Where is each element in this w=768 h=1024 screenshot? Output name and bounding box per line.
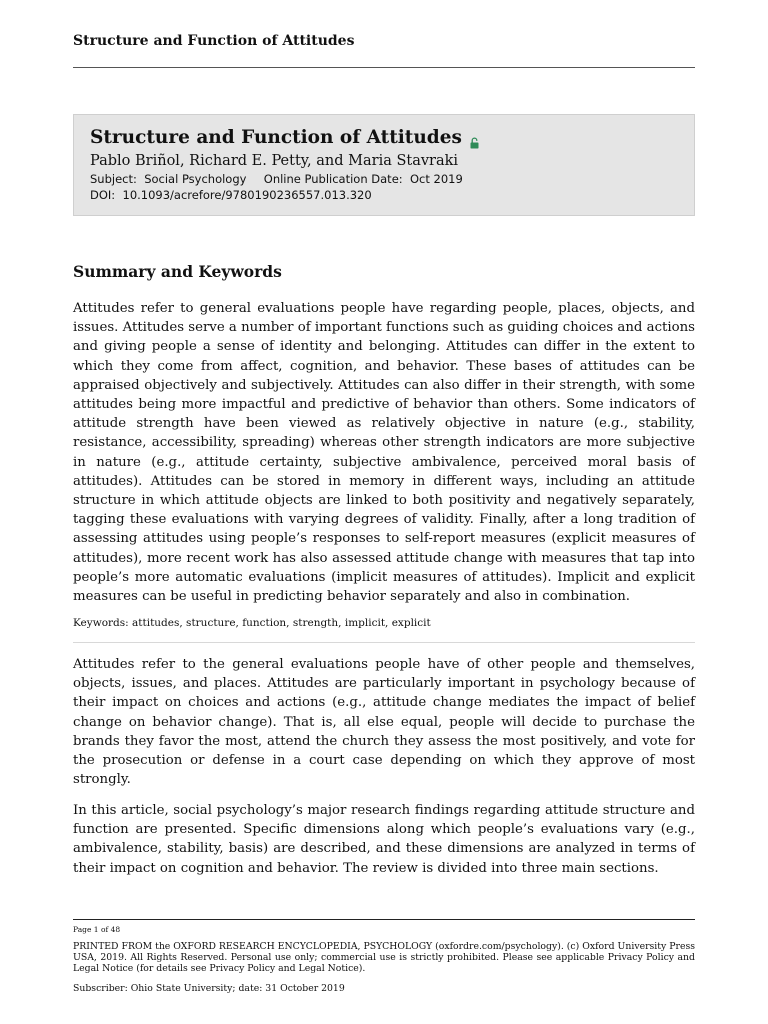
pub-date-label: Online Publication Date: [263,172,403,186]
summary-heading: Summary and Keywords [73,262,282,281]
subject-label: Subject: [90,172,137,186]
keywords-line: Keywords: attitudes, structure, function, strength, implicit, explicit [73,617,431,629]
article-doi-line [90,187,678,203]
article-title: Structure and Function of Attitudes [90,127,462,148]
running-header-title: Structure and Function of Attitudes [73,33,355,49]
header-divider [73,67,695,68]
abstract-paragraph: Attitudes refer to general evaluations people have regarding people, places, objects, and issues. Attitudes serve a number of important functions such as guiding choices and actions and giving people a sense of identity and belonging. Attitudes can differ in the extent to which they come from affect, cognition, and behavior. These bases of attitudes can be appraised objectively and subjectively. Attitudes can also differ in their strength, with some attitudes being more impactful and predictive of behavior than others. Some indicators of attitude strength have been viewed as relatively objective in nature (e.g., stability, resistance, accessibility, spreading) whereas other strength indicators are more subjective in nature (e.g., attitude certainty, subjective ambivalence, perceived moral basis of attitudes). Attitudes can be stored in memory in different ways, including an attitude structure in which attitude objects are linked to both positivity and negatively separately, tagging these evaluations with varying degrees of validity. Finally, after a long tradition of assessing attitudes using people’s responses to self-report measures (explicit measures of attitudes), more recent work has also assessed attitude change with measures that tap into people’s more automatic evaluations (implicit measures of attitudes). Implicit and explicit measures can be useful in predicting behavior separately and also in combination. [73,301,695,605]
article-authors: Pablo Briñol, Richard E. Petty, and Maria Stavraki [90,153,459,169]
subscriber-line: Subscriber: Ohio State University; date: 31 October 2019 [73,983,345,994]
article-info-box [73,114,695,216]
footer-divider [73,919,695,920]
copyright-notice: PRINTED FROM the OXFORD RESEARCH ENCYCLOPEDIA, PSYCHOLOGY (oxfordre.com/psychology). (c) Oxford University Press USA, 2019. All Rights Reserved. Personal use only; commercial use is strictly prohibited. Please see applicable Privacy Policy and Legal Notice (for details see Privacy Policy and Legal Notice). [73,941,695,974]
doi-label: DOI: [90,188,116,202]
article-subject-line [90,171,678,187]
open-lock-icon [470,134,479,146]
doi-value: 10.1093/acrefore/9780190236557.013.320 [122,188,372,202]
page-number: Page 1 of 48 [73,925,121,934]
body-paragraph-1: Attitudes refer to the general evaluations people have of other people and themselves, objects, issues, and places. Attitudes are particularly important in psychology because of their impact on choices and actions (e.g., attitude change mediates the impact of belief change on behavior change). That is, all else equal, people will decide to purchase the brands they favor the most, attend the church they assess the most positively, and vote for the prosecution or defense in a court case depending on which they approve of most strongly. [73,657,695,788]
body-paragraph-2: In this article, social psychology’s major research findings regarding attitude structure and function are presented. Specific dimensions along which people’s evaluations vary (e.g., ambivalence, stability, basis) are described, and these dimensions are analyzed in terms of their impact on cognition and behavior. The review is divided into three main sections. [73,803,695,876]
keywords-divider [73,642,695,643]
subject-value: Social Psychology [144,172,247,186]
pub-date-value: Oct 2019 [409,172,463,186]
